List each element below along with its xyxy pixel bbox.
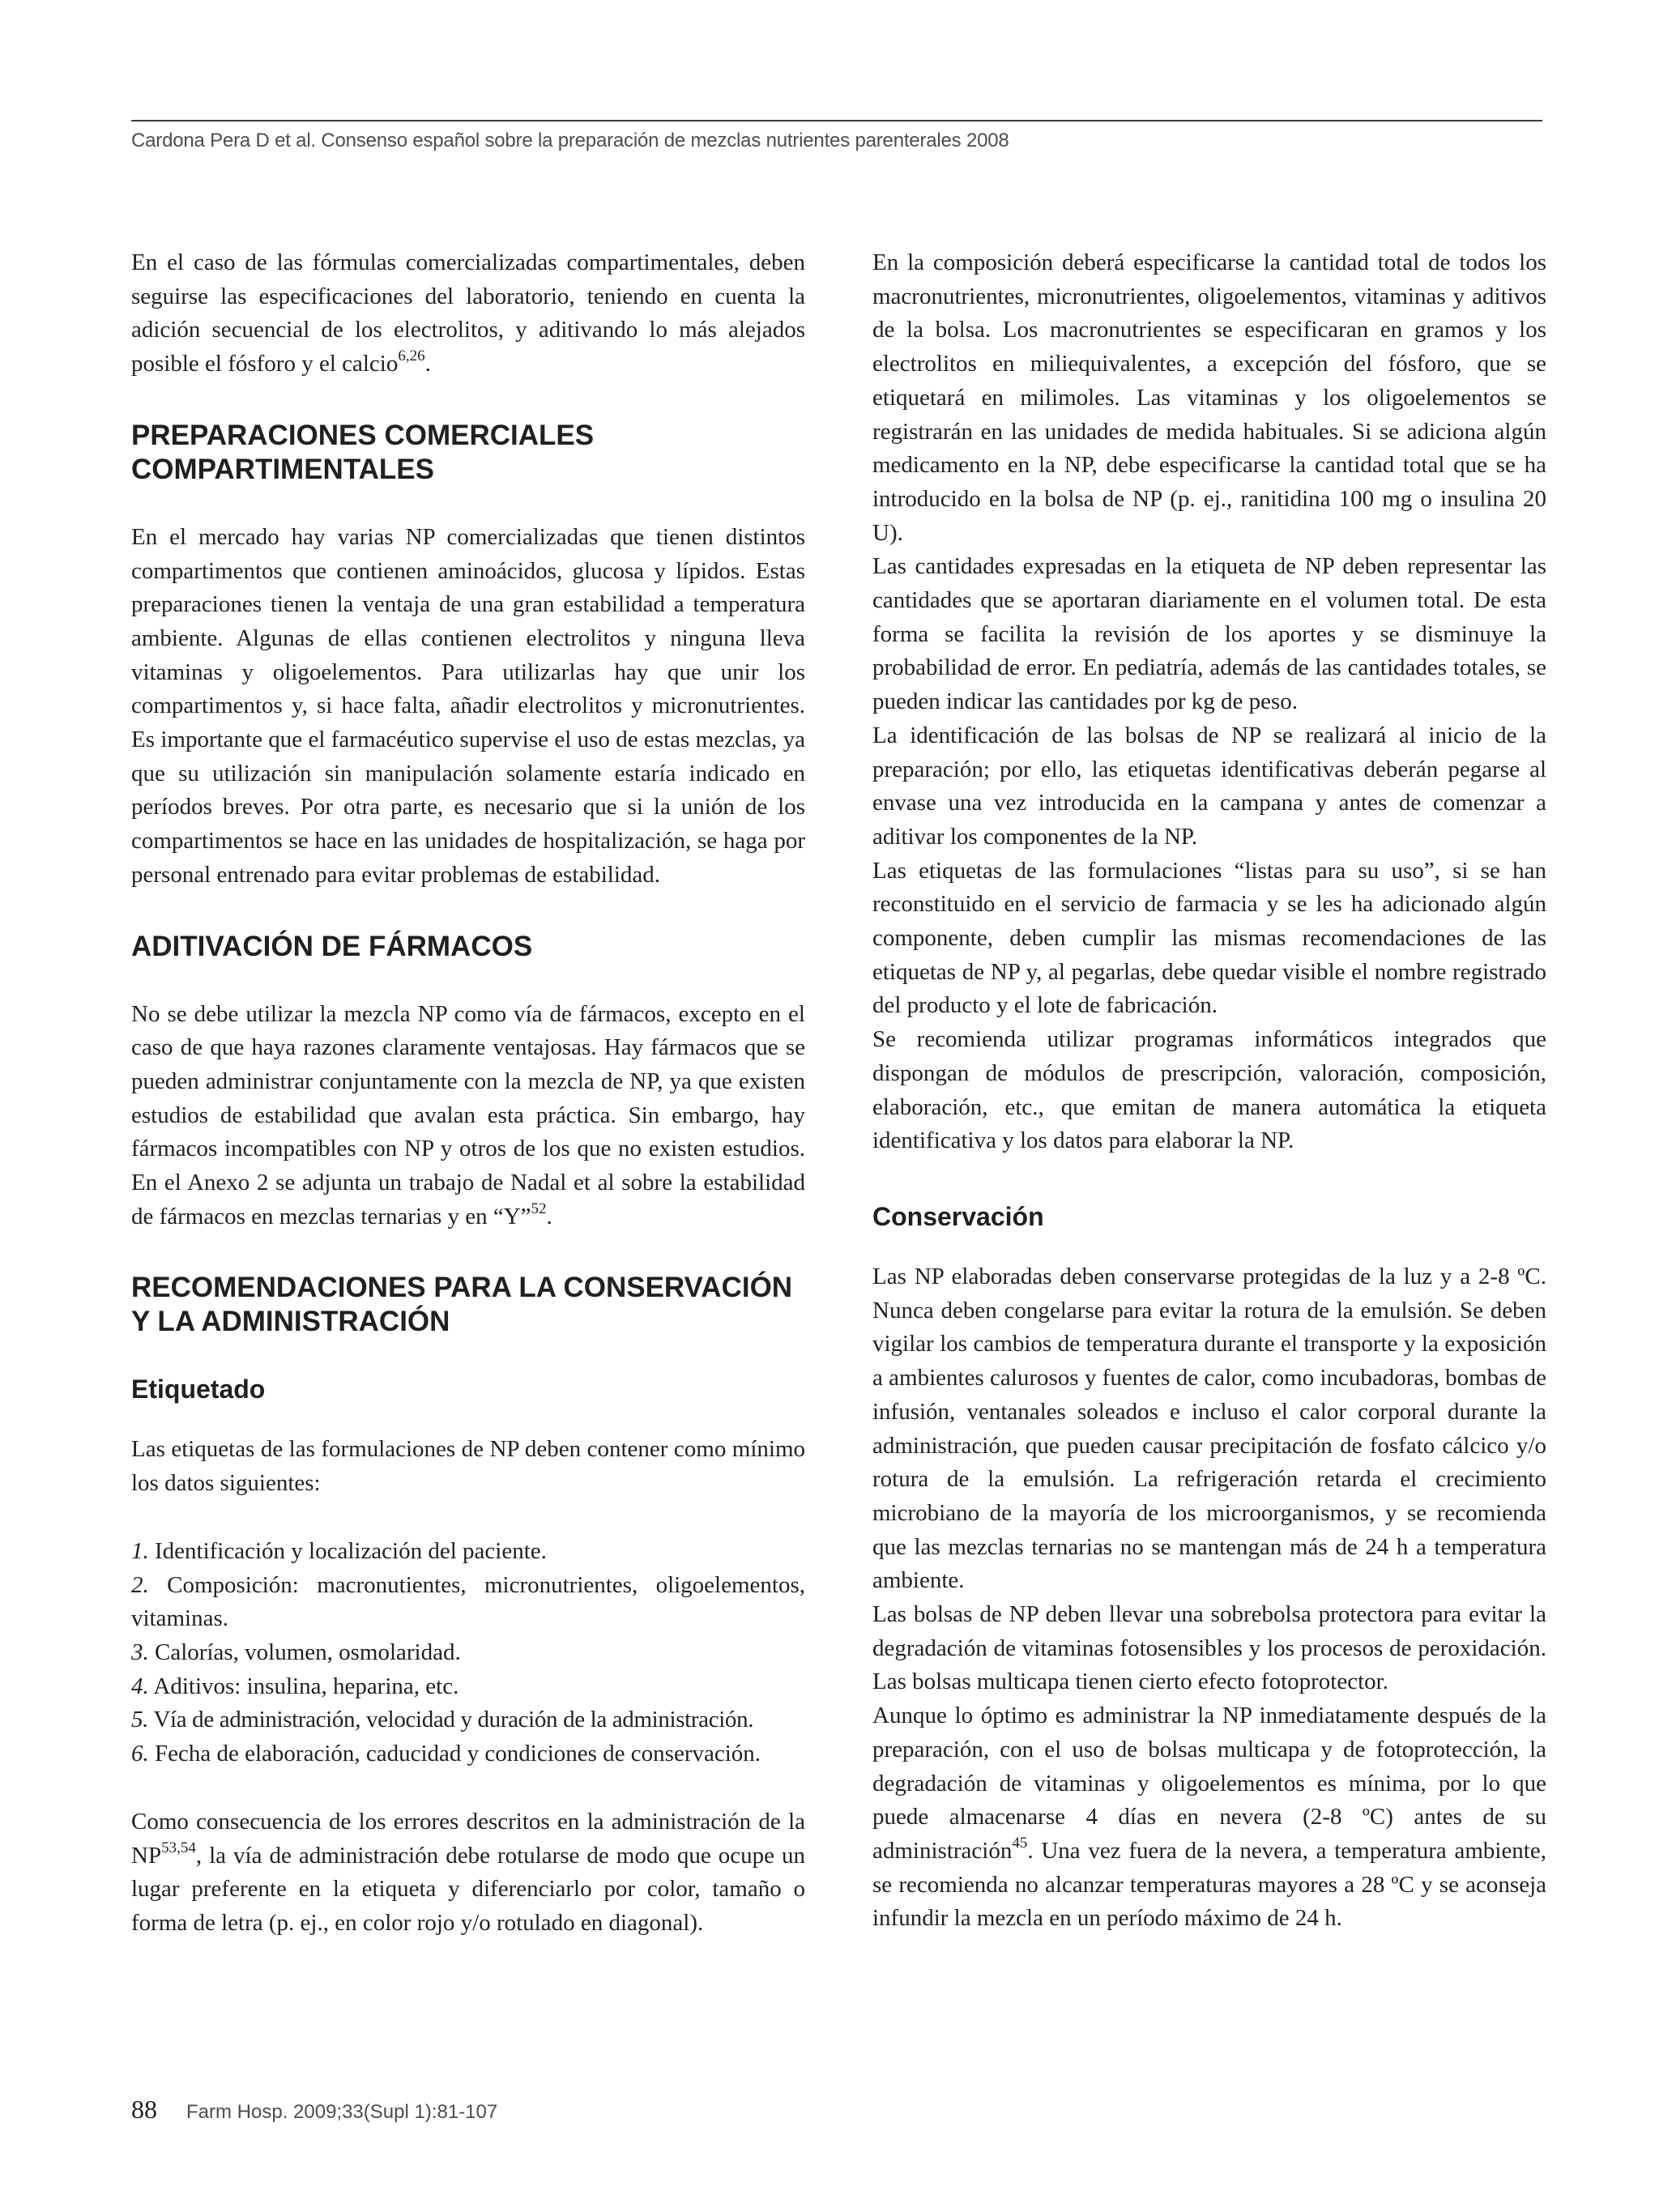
list-item: 3. Calorías, volumen, osmolaridad. [131,1639,461,1665]
etiquetado-closing: Como consecuencia de los errores descritos en la administración de la NP$^{53,54}$, la vía de administración debe rotularse de modo que ocupe un lugar preferente en la etiqueta y diferenciarlo por color, tamaño o forma de letra (p. ej., en color rojo y/o rotulado en diagonal). [131,1808,805,1936]
right-column [872,246,1546,1936]
page-footer [131,2095,497,2125]
citation-ref: 52 [531,1200,547,1218]
page-number: 88 [131,2095,157,2124]
label-requirements-list [131,1535,805,1771]
ready-to-use-paragraph: Las etiquetas de las formulaciones “listas para su uso”, si se han reconstituido en el servicio de farmacia y se les ha adicionado algún componente, deben cumplir las mismas recomendaciones de las etiquetas de NP y, al pegarlas, debe quedar visible el nombre registrado del producto y el lote de fabricación. [872,857,1546,1019]
conservacion-paragraph-1: Las NP elaboradas deben conservarse protegidas de la luz y a 2-8 ºC. Nunca deben congelarse para evitar la rotura de la emulsión. Se deben vigilar los cambios de temperatura durante el transporte y la exposición a ambientes calurosos y fuentes de calor, como incubadoras, bombas de infusión, ventanales soleados e incluso el calor corporal durante la administración, que pueden causar precipitación de fosfato cálcico y/o rotura de la emulsión. La refrigeración retarda el crecimiento microbiano de la mayoría de los microorganismos, y se recomienda que las mezclas ternarias no se mantengan más de 24 h a temperatura ambiente. [872,1263,1546,1594]
conservacion-paragraph-2: Las bolsas de NP deben llevar una sobrebolsa protectora para evitar la degradación de vitaminas fotosensibles y los procesos de peroxidación. Las bolsas multicapa tienen cierto efecto fotoprotector. [872,1601,1546,1695]
software-paragraph: Se recomienda utilizar programas informáticos integrados que dispongan de módulos de prescripción, valoración, composición, elaboración, etc., que emitan de manera automática la etiqueta identificativa y los datos para elaborar la NP. [872,1026,1546,1154]
heading-recomendaciones: RECOMENDACIONES PARA LA CONSERVACIÓN Y LA ADMINISTRACIÓN [131,1272,793,1338]
subheading-conservacion: Conservación [872,1201,1044,1231]
identification-paragraph: La identificación de las bolsas de NP se realizará al inicio de la preparación; por ello, las etiquetas identificativas deberán pegarse al envase una vez introducida en la campana y antes de comenzar a aditivar los componentes de la NP. [872,722,1546,850]
list-item: 1. Identificación y localización del paciente. [131,1537,547,1564]
list-item: 4. Aditivos: insulina, heparina, etc. [131,1673,459,1699]
citation-ref: 53,54 [161,1839,196,1856]
preparaciones-paragraph: En el mercado hay varias NP comercializadas que tienen distintos compartimentos que contienen aminoácidos, glucosa y lípidos. Estas preparaciones tienen la ventaja de una gran estabilidad a temperatura ambiente. Algunas de ellas contienen electrolitos y ninguna lleva vitaminas y oligoelementos. Para utilizarlas hay que unir los compartimentos y, si hace falta, añadir electrolitos y micronutrientes. Es importante que el farmacéutico supervise el uso de estas mezclas, ya que su utilización sin manipulación solamente estaría indicado en períodos breves. Por otra parte, es necesario que si la unión de los compartimentos se hace en las unidades de hospitalización, se haga por personal entrenado para evitar problemas de estabilidad. [131,523,805,888]
composition-paragraph: En la composición deberá especificarse la cantidad total de todos los macronutrientes, micronutrientes, oligoelementos, vitaminas y aditivos de la bolsa. Los macronutrientes se especificaran en gramos y los electrolitos en miliequivalentes, a excepción del fósforo, que se etiquetará en milimoles. Las vitaminas y los oligoelementos se registrarán en las unidades de medida habituales. Si se adiciona algún medicamento en la NP, debe especificarse la cantidad total que se ha introducido en la bolsa de NP (p. ej., ranitidina 100 mg o insulina 20 U). [872,249,1546,546]
left-column [131,246,805,1941]
list-item: 2. Composición: macronutientes, micronutrientes, oligoelementos, vitaminas. [131,1571,805,1632]
heading-preparaciones: PREPARACIONES COMERCIALES COMPARTIMENTALES [131,419,595,485]
running-header: Cardona Pera D et al. Consenso español sobre la preparación de mezclas nutrientes parenterales 2008 [131,130,1009,151]
etiquetado-intro: Las etiquetas de las formulaciones de NP deben contener como mínimo los datos siguientes: [131,1436,805,1497]
citation-ref: 6,26 [398,347,425,365]
conservacion-paragraph-3: Aunque lo óptimo es administrar la NP inmediatamente después de la preparación, con el uso de bolsas multicapa y de fotoprotección, la degradación de vitaminas y oligoelementos es mínima, por lo que puede almacenarse 4 días en nevera (2-8 ºC) antes de su administración$^{45}$. Una vez fuera de la nevera, a temperatura ambiente, se recomienda no alcanzar temperaturas mayores a 28 ºC y se aconseja infundir la mezcla en un período máximo de 24 h. [872,1703,1546,1932]
quantities-paragraph: Las cantidades expresadas en la etiqueta de NP deben representar las cantidades que se aportaran diariamente en el volumen total. De esta forma se facilita la revisión de los aportes y se disminuye la probabilidad de error. En pediatría, además de las cantidades totales, se pueden indicar las cantidades por kg de peso. [872,553,1546,715]
header-rule [131,120,1542,121]
subheading-etiquetado: Etiquetado [131,1375,266,1404]
aditivacion-paragraph: No se debe utilizar la mezcla NP como vía de fármacos, excepto en el caso de que haya razones claramente ventajosas. Hay fármacos que se pueden administrar conjuntamente con la mezcla de NP, ya que existen estudios de estabilidad que avalan esta práctica. Sin embargo, hay fármacos incompatibles con NP y otros de los que no existen estudios. En el Anexo 2 se adjunta un trabajo de Nadal et al sobre la estabilidad de fármacos en mezclas ternarias y en “Y”$^{52}$. [131,1000,805,1230]
list-item: 6. Fecha de elaboración, caducidad y condiciones de conservación. [131,1741,761,1767]
citation-ref: 45 [1012,1835,1028,1852]
intro-paragraph: En el caso de las fórmulas comercializadas compartimentales, deben seguirse las especificaciones del laboratorio, teniendo en cuenta la adición secuencial de los electrolitos, y aditivando lo más alejados posible el fósforo y el calcio$^{6,26}$. [131,249,805,377]
heading-aditivacion: ADITIVACIÓN DE FÁRMACOS [131,930,533,962]
list-item: 5. Vía de administración, velocidad y duración de la administración. [131,1707,754,1733]
journal-reference: Farm Hosp. 2009;33(Supl 1):81-107 [186,2101,498,2123]
